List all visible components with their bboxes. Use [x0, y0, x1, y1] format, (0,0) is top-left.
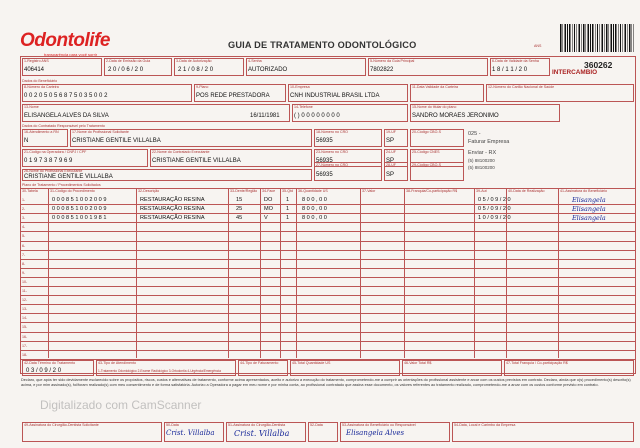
proc-row-number: 6- [22, 243, 26, 248]
ans-label: ANS [534, 44, 542, 48]
proc-desc: RESTAURAÇÃO RESINA [140, 206, 205, 213]
proc-header-1: 31-Código do Procedimento [50, 189, 95, 193]
proc-date: 0 5 / 0 9 / 2 0 [478, 206, 511, 213]
proc-col-line [296, 188, 297, 358]
proc-code: 0 0 0 8 5 1 0 0 2 0 0 9 [52, 197, 107, 203]
contratado-executante-label: 22-Nome do Contratado Executante [152, 150, 210, 154]
proc-col-line [260, 188, 261, 358]
declaration-text: Declaro, que após ter sido devidamente esclarecido sobre os propósitos, riscos, custos e alternativas de tratamento, conforme acima apresentados, aceito e autorizo a execução do tratamento, comprometendo-me a cumprir as orientações do profissional assistente e arcar com os custos previstos em contrato. Declaro, ainda que o(s) procedimento(s) descrito(s) acima, e por mim assinado(s), foi/foram realizado(s) com meu consentimento e de forma satisfatória. Autorizo a Operadora a pagar em meu nome e por minha conta, ao profissional contratado que assina esse documento, os valores referentes ao tratamento realizado, comprometendo-me a arcar com os custos conforme previsto em contrato. [21, 378, 631, 387]
sig-solicitante-label: 49-Assinatura do Cirurgião-Dentista Solicitante [24, 423, 99, 427]
proc-header-2: 32-Descrição [138, 189, 160, 193]
proc-row-number: 14- [22, 316, 28, 321]
tipo-atendimento-label: 43-Tipo de Atendimento [98, 361, 137, 365]
carteira-value: 0 0 2 0 5 0 5 6 8 7 5 0 3 5 0 0 2 [24, 93, 108, 99]
nascimento-value: 16/11/1981 [250, 113, 280, 119]
proc-qty: 1 [286, 206, 290, 213]
side-note-1: 025 - [468, 131, 481, 137]
proc-row-number: 5- [22, 234, 26, 239]
guide-number: 360262 [584, 60, 613, 70]
proc-col-line [280, 188, 281, 358]
proc-row-line [21, 241, 635, 242]
signature-2: Crist. Villalba [234, 429, 290, 438]
proc-row-line [21, 322, 635, 323]
proc-tooth: 25 [236, 206, 243, 213]
proc-header-8: 38-Franquia/Co-participação R$ [406, 189, 458, 193]
termino-label: 42-Data Término do Tratamento [24, 361, 76, 365]
proc-row-number: 17- [22, 343, 28, 348]
validade-senha-value: 1 8 / 1 1 / 2 0 [492, 67, 528, 73]
cro-prof-exec-label: 27-Número no CRO [316, 163, 348, 167]
prof-solicitante-label: 17-Nome do Profissional Solicitante [72, 130, 129, 134]
proc-face: MO [264, 206, 274, 213]
proc-col-line [558, 188, 559, 358]
proc-col-line [404, 188, 405, 358]
proc-row-number: 8- [22, 261, 26, 266]
proc-col-line [360, 188, 361, 358]
guia-principal-label: 5-Número da Guia Principal [370, 59, 415, 63]
valor-total-label: 46-Valor Total R$ [404, 361, 432, 365]
proc-qty: 1 [286, 215, 290, 222]
uf-solicitante-value: SP [386, 138, 395, 144]
proc-row-line [21, 204, 635, 205]
proc-tooth: 15 [236, 197, 243, 203]
uf-prof-exec-value: SP [386, 172, 395, 178]
proc-row-line [21, 259, 635, 260]
proc-row-number: 13- [22, 307, 28, 312]
data-emissao-value: 2 0 / 0 6 / 2 0 [108, 67, 144, 73]
form-title: GUIA DE TRATAMENTO ODONTOLÓGICO [228, 40, 417, 50]
proc-us: 8 0 0 , 0 0 [302, 215, 327, 222]
proc-tooth: 45 [236, 215, 243, 222]
prof-solicitante-value: CRISTIANE GENTILE VILLALBA [72, 138, 161, 144]
proc-desc: RESTAURAÇÃO RESINA [140, 197, 205, 203]
proc-date: 0 5 / 0 9 / 2 0 [478, 197, 511, 203]
uf-executante-value: SP [386, 158, 395, 164]
proc-row-number: 11- [22, 289, 27, 293]
proc-header-9: 39-Aut [476, 189, 487, 193]
proc-qty: 1 [286, 197, 290, 203]
proc-header-7: 37-Valor [362, 189, 376, 193]
proc-header-5: 35-Qtd [282, 189, 293, 193]
sig-beneficiario-label: 53-Assinatura do Beneficiário ou Responsável [342, 423, 416, 427]
proc-date: 1 0 / 0 9 / 2 0 [478, 215, 511, 222]
proc-row-number: 1- [22, 198, 26, 202]
proc-row-line [21, 341, 635, 342]
proc-row-line [21, 277, 635, 278]
camscanner-watermark: Digitalizado com CamScanner [40, 398, 202, 412]
proc-col-line [48, 188, 49, 358]
nome-value: ELISANGELA ALVES DA SILVA [24, 113, 109, 119]
proc-row-number: 3- [22, 216, 26, 221]
total-franquia-label: 47-Total Franquia / Co-participação R$ [506, 361, 568, 365]
uf-solicitante-label: 19-UF [386, 130, 396, 134]
section-beneficiario: Dados do Beneficiário [22, 79, 58, 83]
cro-solicitante-value: 56935 [316, 138, 333, 144]
proc-row-line [21, 304, 635, 305]
plano-value: POS REDE PRESTADORA [196, 93, 270, 99]
beneficiary-signature: Elisangela [572, 214, 606, 223]
beneficiary-signature: Elisangela [572, 196, 606, 204]
proc-header-4: 34-Face [262, 189, 276, 193]
cro-executante-label: 23-Número no CRO [316, 150, 348, 154]
prof-executante-label: 26-Nome do Profissional Executante [24, 169, 83, 173]
senha-value: AUTORIZADO [248, 67, 288, 73]
signature-1: Crist. Villalba [166, 429, 215, 437]
proc-col-line [474, 188, 475, 358]
validade-carteira-label: 11-Data Validade da Carteira [412, 85, 459, 89]
signature-3: Elisangela Alves [346, 429, 405, 437]
odontolife-logo: Odontolife [20, 30, 110, 51]
empresa-carimbo-label: 54-Data, Local e Carimbo da Empresa [454, 423, 516, 427]
side-note-4: (5) 88100200 [468, 158, 495, 163]
telefone-value: ( ) 0 0 0 0 0 0 0 0 [294, 113, 340, 119]
proc-row-number: 18- [22, 352, 28, 357]
data-50-label: 50-Data [166, 423, 179, 427]
titular-value: SANDRO MORAES JERONIMO [412, 113, 499, 119]
proc-desc: RESTAURAÇÃO RESINA [140, 215, 205, 222]
proc-row-number: 7- [22, 252, 26, 257]
guia-principal-value: 7802822 [370, 67, 394, 73]
cbo-prof-exec-label: 29-Código CBO-S [412, 163, 441, 167]
proc-row-line [21, 313, 635, 314]
contratado-executante-value: CRISTIANE GENTILE VILLALBA [152, 158, 241, 164]
rn-label: 16-Atendimento a RN [24, 130, 59, 134]
proc-row-line [21, 213, 635, 214]
proc-row-line [21, 231, 635, 232]
proc-row-line [21, 250, 635, 251]
proc-row-number: 2- [22, 207, 26, 212]
cbo-solicitante-label: 20-Código CBO-S [412, 130, 441, 134]
cod-operadora-label: 21-Código na Operadora / CNPJ / CPF [24, 150, 87, 154]
data-autorizacao-label: 3-Data de Autorização [176, 59, 212, 63]
termino-value: 0 3 / 0 9 / 2 0 [26, 368, 62, 374]
proc-us: 8 0 0 , 0 0 [302, 197, 327, 203]
proc-row-line [21, 295, 635, 296]
nome-label: 13-Nome [24, 105, 39, 109]
tipo-atendimento-options: 1-Tratamento Odontológico 2-Exame Radiológico 3-Ortodontia 4-Urgência/Emergência [98, 369, 221, 373]
cnes-label: 25-Código CNES [412, 150, 440, 154]
proc-header-11: 41-Assinatura do Beneficiário [560, 189, 607, 193]
proc-row-number: 9- [22, 270, 26, 275]
cro-solicitante-label: 18-Número no CRO [316, 130, 348, 134]
side-note-3: Enviar - RX [468, 150, 497, 156]
cod-operadora-value: 0 1 9 7 3 8 7 9 6 9 [24, 158, 73, 164]
validade-senha-label: 6-Data de Validade da Senha [492, 59, 539, 63]
beneficiary-signature: Elisangela [572, 205, 606, 214]
proc-header-6: 36-Quantidade US [298, 189, 328, 193]
sig-dentista-label: 51-Assinatura do Cirurgião-Dentista [228, 423, 286, 427]
rn-value: N [24, 138, 29, 144]
side-note-2: Faturar Empresa [468, 139, 510, 145]
senha-label: 4-Senha [248, 59, 262, 63]
proc-row-number: 15- [22, 325, 28, 330]
uf-executante-label: 24-UF [386, 150, 396, 154]
data-52-label: 52-Data [310, 423, 323, 427]
proc-header-3: 33-Dente/Região [230, 189, 258, 193]
side-note-5: (5) 88100200 [468, 165, 495, 170]
registro-ans-label: 1-Registro ANS [24, 59, 49, 63]
proc-header-10: 40-Data de Realização [508, 189, 545, 193]
carteira-label: 8-Número da Carteira [24, 85, 59, 89]
proc-row-line [21, 268, 635, 269]
telefone-label: 14-Telefone [294, 105, 313, 109]
proc-face: V [264, 215, 268, 222]
cns-label: 12-Número do Cartão Nacional de Saúde [488, 85, 555, 89]
logo-tagline: transparência para você sorrir [44, 52, 98, 57]
titular-label: 15-Nome do titular do plano [412, 105, 457, 109]
section-procedimentos: Plano de Tratamento / Procedimentos Solicitados [22, 183, 101, 187]
empresa-value: CNH INDUSTRIAL BRASIL LTDA [290, 93, 380, 99]
uf-prof-exec-label: 28-UF [386, 163, 396, 167]
proc-row-number: 10- [22, 279, 28, 284]
proc-row-number: 12- [22, 298, 28, 303]
proc-row-line [21, 350, 635, 351]
proc-code: 0 0 0 8 5 1 0 0 1 9 8 1 [52, 215, 107, 222]
data-autorizacao-value: 2 1 / 0 8 / 2 0 [178, 67, 214, 73]
proc-face: DO [264, 197, 273, 203]
section-contratado: Dados do Contratado Responsável pelo Tratamento [22, 124, 105, 128]
proc-row-number: 16- [22, 334, 28, 339]
prof-executante-value: CRISTIANE GENTILE VILLALBA [24, 174, 113, 180]
proc-row-number: 4- [22, 225, 26, 230]
empresa-label: 10-Empresa [290, 85, 310, 89]
total-us-label: 45-Total Quantidade US [292, 361, 331, 365]
registro-ans-value: 406414 [24, 67, 45, 73]
plano-label: 9-Plano [196, 85, 209, 89]
proc-header-0: 30-Tabela [22, 189, 38, 193]
proc-col-line [136, 188, 137, 358]
data-emissao-label: 2-Data de Emissão da Guia [106, 59, 151, 63]
proc-row-line [21, 332, 635, 333]
proc-row-line [21, 222, 635, 223]
barcode [560, 24, 634, 52]
proc-col-line [506, 188, 507, 358]
proc-row-line [21, 286, 635, 287]
proc-code: 0 0 0 8 5 1 0 0 2 0 0 9 [52, 206, 107, 213]
intercambio-label: INTERCAMBIO [552, 69, 598, 76]
cro-executante-value: 56935 [316, 158, 333, 164]
cro-prof-exec-value: 56935 [316, 172, 333, 178]
proc-col-line [228, 188, 229, 358]
proc-us: 8 0 0 , 0 0 [302, 206, 327, 213]
tipo-faturamento-label: 44-Tipo de Faturamento [240, 361, 279, 365]
